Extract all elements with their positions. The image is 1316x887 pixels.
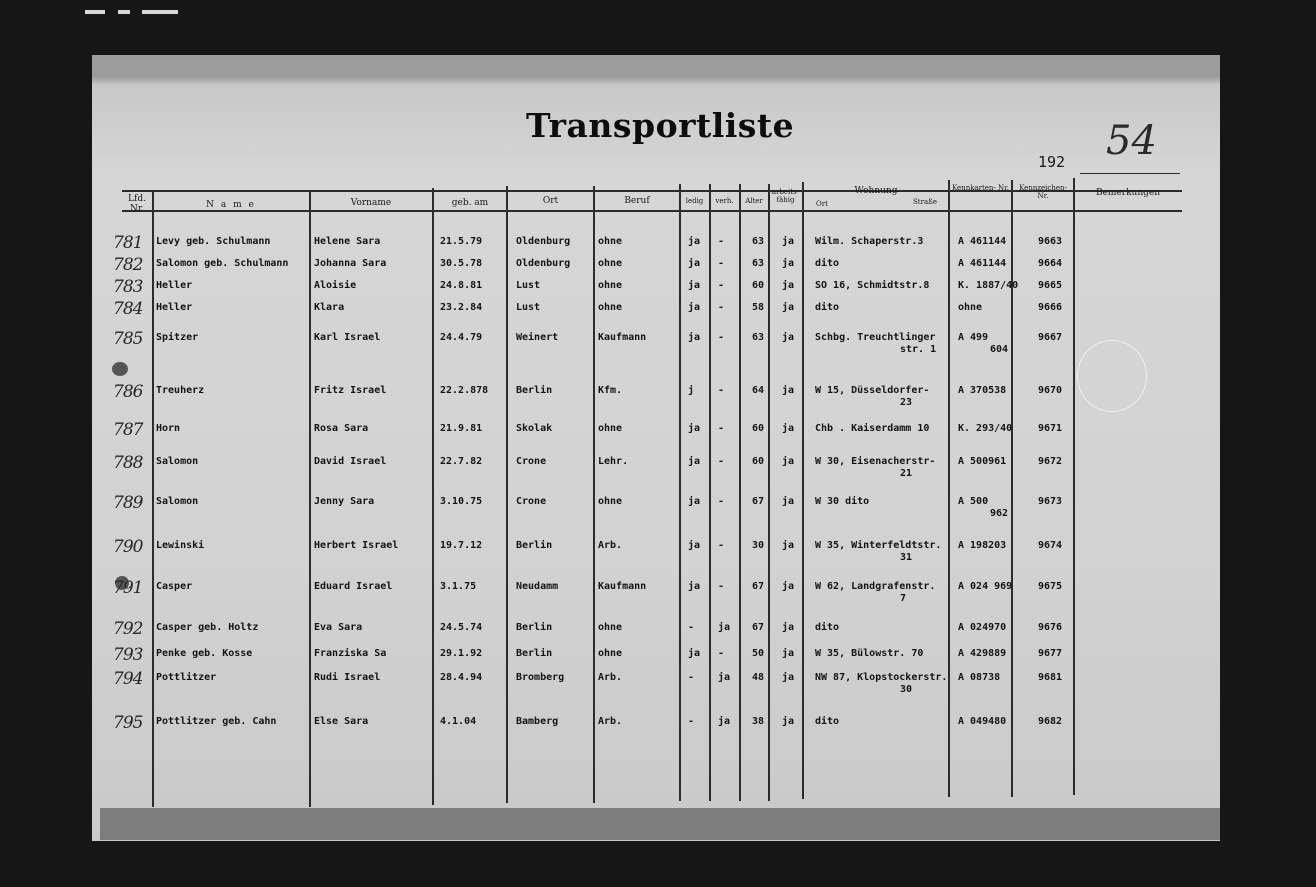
row-verh: - [718,236,725,247]
header-name: N a m e [206,200,256,210]
row-name: Lewinski [156,540,205,551]
row-kennzeichen: 9663 [1038,236,1063,247]
film-edge-mark [142,10,178,14]
column-divider [152,190,154,807]
row-wohnung: W 30, Eisenacherstr- [815,456,936,467]
row-verh: ja [718,622,731,633]
row-kennzeichen: 9664 [1038,258,1063,269]
row-wohnung2: 23 [900,397,913,408]
row-nr: 782 [113,255,143,275]
row-nr: 788 [113,453,143,473]
row-kennzeichen: 9671 [1038,423,1063,434]
row-kennkarte: A 499 [958,332,989,343]
row-geb: 30.5.78 [440,258,483,269]
row-name: Pottlitzer [156,672,217,683]
row-ort: Bamberg [516,716,559,727]
row-nr: 791 [113,578,143,598]
row-nr: 781 [113,233,143,253]
row-name: Spitzer [156,332,199,343]
row-wohnung2: 30 [900,684,913,695]
header-geb-am: geb. am [451,198,489,208]
row-ort: Lust [516,280,541,291]
row-vorname: Franziska Sa [314,648,387,659]
row-kennzeichen: 9681 [1038,672,1063,683]
row-vorname: Helene Sara [314,236,381,247]
column-divider [679,184,681,801]
row-kennzeichen: 9674 [1038,540,1063,551]
row-wohnung: W 15, Düsseldorfer- [815,385,930,396]
row-alter: 58 [752,302,765,313]
row-ort: Bromberg [516,672,565,683]
row-name: Penke geb. Kosse [156,648,253,659]
row-nr: 794 [113,669,143,689]
row-beruf: ohne [598,302,623,313]
row-geb: 3.1.75 [440,581,477,592]
row-vorname: Rosa Sara [314,423,369,434]
ink-spot [112,362,128,376]
row-wohnung2: 7 [900,593,907,604]
row-alter: 67 [752,622,765,633]
row-verh: - [718,280,725,291]
row-alter: 60 [752,280,765,291]
header-kennzeichen-nr: Kennzeichen- Nr. [1019,184,1067,200]
row-beruf: Arb. [598,540,623,551]
row-geb: 28.4.94 [440,672,483,683]
row-kennkarte: A 024 969 [958,581,1013,592]
row-ort: Berlin [516,648,553,659]
row-beruf: Kaufmann [598,581,647,592]
row-vorname: Else Sara [314,716,369,727]
row-beruf: ohne [598,258,623,269]
row-vorname: Karl Israel [314,332,381,343]
row-kennzeichen: 9672 [1038,456,1063,467]
row-alter: 64 [752,385,765,396]
row-ledig: ja [688,280,701,291]
row-kennkarte: A 461144 [958,236,1007,247]
row-beruf: ohne [598,622,623,633]
row-alter: 48 [752,672,765,683]
row-nr: 786 [113,382,143,402]
row-ledig: ja [688,423,701,434]
row-vorname: Klara [314,302,345,313]
row-kennzeichen: 9682 [1038,716,1063,727]
header-arbeitsfaehig: arbeits- fähig [771,188,800,204]
row-verh: - [718,581,725,592]
row-nr: 784 [113,299,143,319]
row-arbeitsfaehig: ja [782,236,795,247]
row-arbeitsfaehig: ja [782,622,795,633]
row-verh: - [718,258,725,269]
row-ledig: - [688,622,695,633]
row-nr: 790 [113,537,143,557]
row-kennkarte2: 604 [990,344,1009,355]
row-geb: 23.2.84 [440,302,483,313]
row-beruf: ohne [598,236,623,247]
row-wohnung: W 35, Bülowstr. 70 [815,648,924,659]
handwritten-page-number: 54 [1106,118,1157,164]
row-verh: - [718,302,725,313]
row-ledig: ja [688,581,701,592]
row-nr: 785 [113,329,143,349]
row-wohnung: W 35, Winterfeldtstr. [815,540,942,551]
row-wohnung: dito [815,258,840,269]
row-verh: - [718,496,725,507]
row-kennkarte: K. 1887/40 [958,280,1019,291]
row-name: Heller [156,280,193,291]
header-beruf: Beruf [624,196,650,206]
row-wohnung: W 30 dito [815,496,870,507]
row-kennkarte: A 429889 [958,648,1007,659]
row-kennzeichen: 9670 [1038,385,1063,396]
row-arbeitsfaehig: ja [782,332,795,343]
row-alter: 30 [752,540,765,551]
row-vorname: Rudi Israel [314,672,381,683]
row-ort: Crone [516,456,547,467]
row-kennkarte: ohne [958,302,983,313]
row-name: Treuherz [156,385,205,396]
row-nr: 793 [113,645,143,665]
row-ledig: ja [688,540,701,551]
header-alter: Alter [745,197,763,205]
row-ledig: - [688,672,695,683]
row-kennzeichen: 9677 [1038,648,1063,659]
sheet-bottom-edge [100,808,1220,840]
row-name: Heller [156,302,193,313]
row-vorname: David Israel [314,456,387,467]
row-wohnung: Schbg. Treuchtlinger [815,332,936,343]
header-wohnung: Wohnung [854,186,898,196]
row-name: Levy geb. Schulmann [156,236,271,247]
row-alter: 67 [752,496,765,507]
row-vorname: Johanna Sara [314,258,387,269]
row-beruf: Arb. [598,672,623,683]
row-kennkarte: A 049480 [958,716,1007,727]
row-kennkarte: A 461144 [958,258,1007,269]
row-alter: 38 [752,716,765,727]
column-divider [768,184,770,801]
column-divider [593,186,595,803]
row-wohnung: Wilm. Schaperstr.3 [815,236,924,247]
column-divider [739,184,741,801]
header-verh: verh. [715,197,734,205]
row-arbeitsfaehig: ja [782,456,795,467]
row-wohnung2: 21 [900,468,913,479]
row-wohnung: dito [815,716,840,727]
row-kennzeichen: 9675 [1038,581,1063,592]
row-kennkarte2: 962 [990,508,1009,519]
row-ort: Neudamm [516,581,559,592]
row-kennzeichen: 9667 [1038,332,1063,343]
stamp-circle [1077,340,1147,412]
row-verh: - [718,648,725,659]
row-alter: 60 [752,456,765,467]
row-ort: Skolak [516,423,553,434]
row-beruf: ohne [598,648,623,659]
row-ort: Berlin [516,385,553,396]
row-wohnung: dito [815,302,840,313]
row-kennkarte: A 370538 [958,385,1007,396]
row-alter: 63 [752,258,765,269]
row-nr: 795 [113,713,143,733]
header-wohnung-ort: Ort [816,200,828,208]
row-arbeitsfaehig: ja [782,648,795,659]
row-vorname: Aloisie [314,280,357,291]
header-vorname: Vorname [350,198,392,208]
film-edge-mark [85,10,105,14]
row-verh: ja [718,672,731,683]
rule-line [1080,173,1180,174]
column-divider [802,182,804,799]
row-arbeitsfaehig: ja [782,672,795,683]
row-verh: - [718,385,725,396]
row-ledig: ja [688,496,701,507]
row-arbeitsfaehig: ja [782,258,795,269]
header-kennkarten-nr: Kennkarten- Nr. [952,184,1009,192]
column-divider [709,184,711,801]
header-wohnung-strasse: Straße [913,198,937,206]
row-ort: Lust [516,302,541,313]
row-ort: Oldenburg [516,236,571,247]
row-ledig: ja [688,302,701,313]
row-geb: 22.2.878 [440,385,489,396]
row-wohnung2: 31 [900,552,913,563]
row-ledig: ja [688,258,701,269]
row-kennkarte: A 500961 [958,456,1007,467]
row-ledig: ja [688,648,701,659]
column-divider [506,186,508,803]
row-beruf: ohne [598,423,623,434]
row-alter: 60 [752,423,765,434]
row-arbeitsfaehig: ja [782,385,795,396]
header-lfd-nr: Lfd. Nr. [128,194,146,214]
column-divider [1011,180,1013,797]
row-arbeitsfaehig: ja [782,540,795,551]
row-geb: 4.1.04 [440,716,477,727]
row-name: Casper geb. Holtz [156,622,259,633]
row-beruf: Arb. [598,716,623,727]
row-wohnung: dito [815,622,840,633]
row-ort: Berlin [516,622,553,633]
row-arbeitsfaehig: ja [782,581,795,592]
row-beruf: Lehr. [598,456,629,467]
row-wohnung2: str. 1 [900,344,937,355]
row-kennkarte: A 198203 [958,540,1007,551]
row-wohnung: NW 87, Klopstockerstr. [815,672,948,683]
row-ledig: ja [688,456,701,467]
column-divider [309,190,311,807]
row-vorname: Eva Sara [314,622,363,633]
row-nr: 783 [113,277,143,297]
row-vorname: Herbert Israel [314,540,399,551]
column-divider [948,180,950,797]
row-geb: 22.7.82 [440,456,483,467]
row-name: Salomon [156,456,199,467]
film-edge-mark [118,10,130,14]
row-ort: Oldenburg [516,258,571,269]
row-alter: 50 [752,648,765,659]
row-beruf: Kaufmann [598,332,647,343]
row-geb: 21.9.81 [440,423,483,434]
row-ort: Crone [516,496,547,507]
row-beruf: Kfm. [598,385,623,396]
row-kennkarte: A 024970 [958,622,1007,633]
row-alter: 63 [752,332,765,343]
row-kennzeichen: 9676 [1038,622,1063,633]
header-ort: Ort [542,196,559,206]
row-name: Horn [156,423,181,434]
row-geb: 21.5.79 [440,236,483,247]
row-nr: 792 [113,619,143,639]
row-verh: - [718,540,725,551]
page-number: 192 [1038,153,1066,171]
row-geb: 29.1.92 [440,648,483,659]
row-kennkarte: A 08738 [958,672,1001,683]
row-name: Salomon geb. Schulmann [156,258,289,269]
row-nr: 789 [113,493,143,513]
row-kennzeichen: 9673 [1038,496,1063,507]
column-divider [1073,178,1075,795]
row-vorname: Eduard Israel [314,581,393,592]
row-kennkarte: A 500 [958,496,989,507]
row-ledig: ja [688,332,701,343]
row-name: Casper [156,581,193,592]
row-verh: - [718,332,725,343]
header-bottom-rule [122,210,1182,212]
header-ledig: ledig [685,197,704,205]
row-wohnung: SO 16, Schmidtstr.8 [815,280,930,291]
row-ledig: ja [688,236,701,247]
row-vorname: Jenny Sara [314,496,375,507]
row-wohnung: W 62, Landgrafenstr. [815,581,936,592]
row-arbeitsfaehig: ja [782,423,795,434]
row-geb: 24.8.81 [440,280,483,291]
row-name: Salomon [156,496,199,507]
row-arbeitsfaehig: ja [782,496,795,507]
row-geb: 19.7.12 [440,540,483,551]
row-wohnung: Chb . Kaiserdamm 10 [815,423,930,434]
row-verh: ja [718,716,731,727]
row-alter: 63 [752,236,765,247]
row-arbeitsfaehig: ja [782,716,795,727]
row-name: Pottlitzer geb. Cahn [156,716,277,727]
header-bemerkungen: Bemerkungen [1095,188,1161,198]
row-vorname: Fritz Israel [314,385,387,396]
row-kennzeichen: 9666 [1038,302,1063,313]
row-geb: 24.4.79 [440,332,483,343]
column-divider [432,188,434,805]
row-ort: Weinert [516,332,559,343]
row-arbeitsfaehig: ja [782,280,795,291]
row-verh: - [718,456,725,467]
row-ledig: j [688,385,695,396]
row-beruf: ohne [598,280,623,291]
row-geb: 3.10.75 [440,496,483,507]
row-ort: Berlin [516,540,553,551]
row-beruf: ohne [598,496,623,507]
row-kennzeichen: 9665 [1038,280,1063,291]
row-verh: - [718,423,725,434]
row-kennkarte: K. 293/40 [958,423,1013,434]
row-arbeitsfaehig: ja [782,302,795,313]
document-title: Transportliste [526,106,795,145]
row-geb: 24.5.74 [440,622,483,633]
row-nr: 787 [113,420,143,440]
row-ledig: - [688,716,695,727]
row-alter: 67 [752,581,765,592]
